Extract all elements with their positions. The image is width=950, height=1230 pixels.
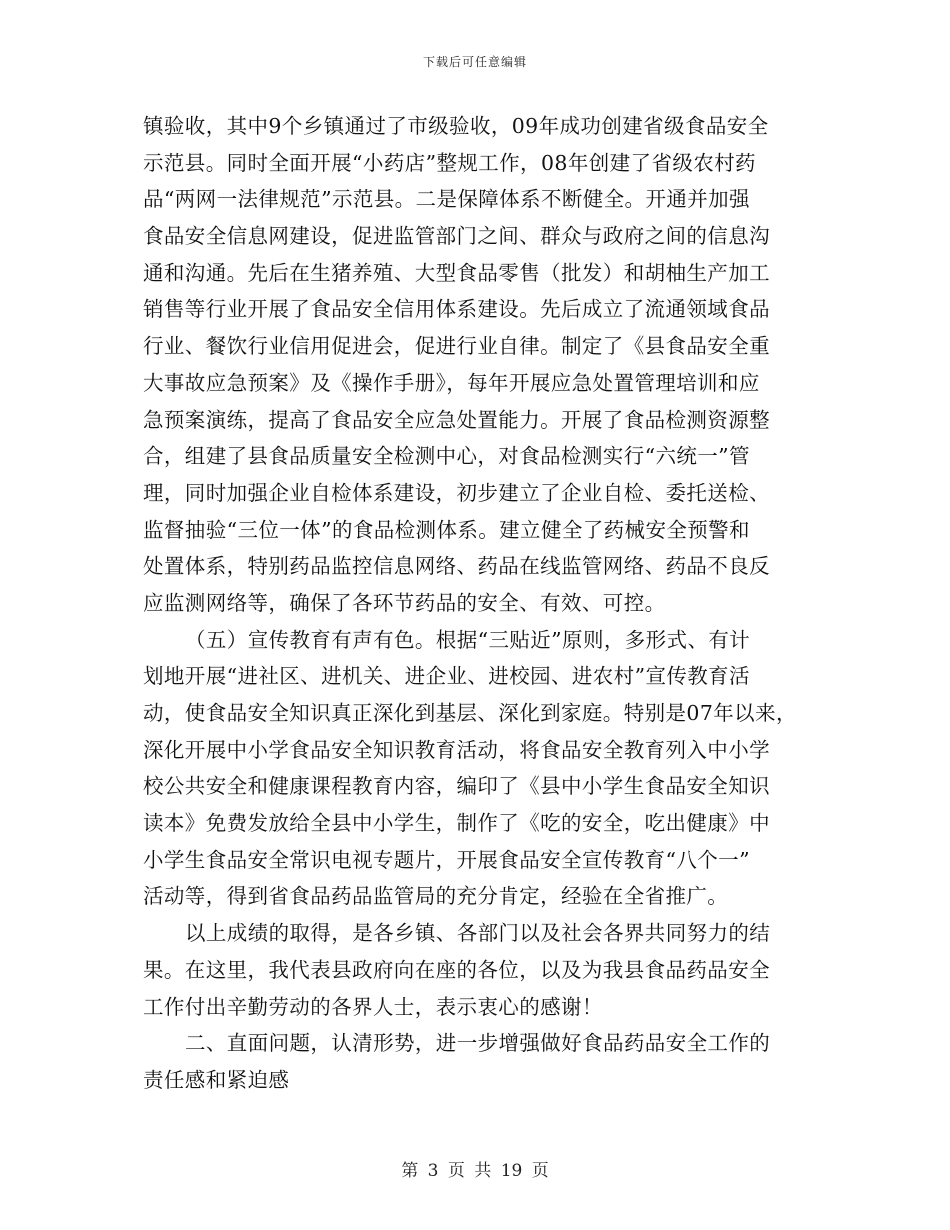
text-line: 应监测网络等，确保了各环节药品的安全、有效、可控。 (143, 590, 666, 615)
text-line: （五）宣传教育有声有色。根据“三贴近”原则，多形式、有计 (185, 627, 751, 652)
paragraph (143, 622, 805, 916)
text-line: 以上成绩的取得，是各乡镇、各部门以及社会各界共同努力的结 (185, 921, 771, 946)
text-line: 责任感和紧迫感 (143, 1067, 290, 1092)
text-line: 动，使食品安全知识真正深化到基层、深化到家庭。特别是07年以来， (143, 701, 797, 725)
text-line: 深化开展中小学食品安全知识教育活动，将食品安全教育列入中小学 (143, 737, 770, 762)
text-line: 小学生食品安全常识电视专题片，开展食品安全宣传教育“八个一” (143, 847, 750, 872)
text-line: 镇验收，其中9个乡镇通过了市级验收，09年成功创建省级食品安全 (143, 114, 769, 138)
section-heading (143, 1025, 805, 1098)
text-line: 活动等，得到省食品药品监管局的充分肯定，经验在全省推广。 (143, 884, 729, 909)
text-line: 理，同时加强企业自检体系建设，初步建立了企业自检、委托送检、 (143, 480, 770, 505)
text-line: 行业、餐饮行业信用促进会，促进行业自律。制定了《县食品安全重 (143, 334, 770, 359)
text-line: 果。在这里，我代表县政府向在座的各位，以及为我县食品药品安全 (143, 957, 770, 982)
text-line: 通和沟通。先后在生猪养殖、大型食品零售（批发）和胡柚生产加工 (143, 260, 770, 285)
text-line: 划地开展“进社区、进机关、进企业、进校园、进农村”宣传教育活 (143, 664, 750, 689)
text-line: 校公共安全和健康课程教育内容，编印了《县中小学生食品安全知识 (143, 774, 770, 799)
page-number: 第 3 页 共 19 页 (401, 1161, 549, 1181)
text-line: 急预案演练，提高了食品安全应急处置能力。开展了食品检测资源整 (143, 407, 770, 432)
text-line: 读本》免费发放给全县中小学生，制作了《吃的安全，吃出健康》中 (143, 811, 770, 836)
text-line: 监督抽验“三位一体”的食品检测体系。建立健全了药械安全预警和 (143, 517, 750, 542)
paragraph (143, 915, 805, 1025)
paragraph (143, 108, 805, 622)
text-line: 合，组建了县食品质量安全检测中心，对食品检测实行“六统一”管 (143, 444, 750, 469)
text-line: 处置体系，特别药品监控信息网络、药品在线监管网络、药品不良反 (143, 554, 770, 579)
text-line: 工作付出辛勤劳动的各界人士，表示衷心的感谢！ (143, 994, 603, 1019)
document-body (143, 108, 805, 1099)
text-line: 示范县。同时全面开展“小药店”整规工作，08年创建了省级农村药 (143, 150, 756, 175)
page-header: 下载后可任意编辑 (422, 55, 527, 69)
text-line: 销售等行业开展了食品安全信用体系建设。先后成立了流通领域食品 (143, 297, 770, 322)
text-line: 食品安全信息网建设，促进监管部门之间、群众与政府之间的信息沟 (143, 224, 770, 249)
text-line: 二、直面问题，认清形势，进一步增强做好食品药品安全工作的 (185, 1031, 771, 1056)
text-line: 品“两网一法律规范”示范县。二是保障体系不断健全。开通并加强 (143, 187, 750, 212)
text-line: 大事故应急预案》及《操作手册》，每年开展应急处置管理培训和应 (143, 370, 760, 395)
